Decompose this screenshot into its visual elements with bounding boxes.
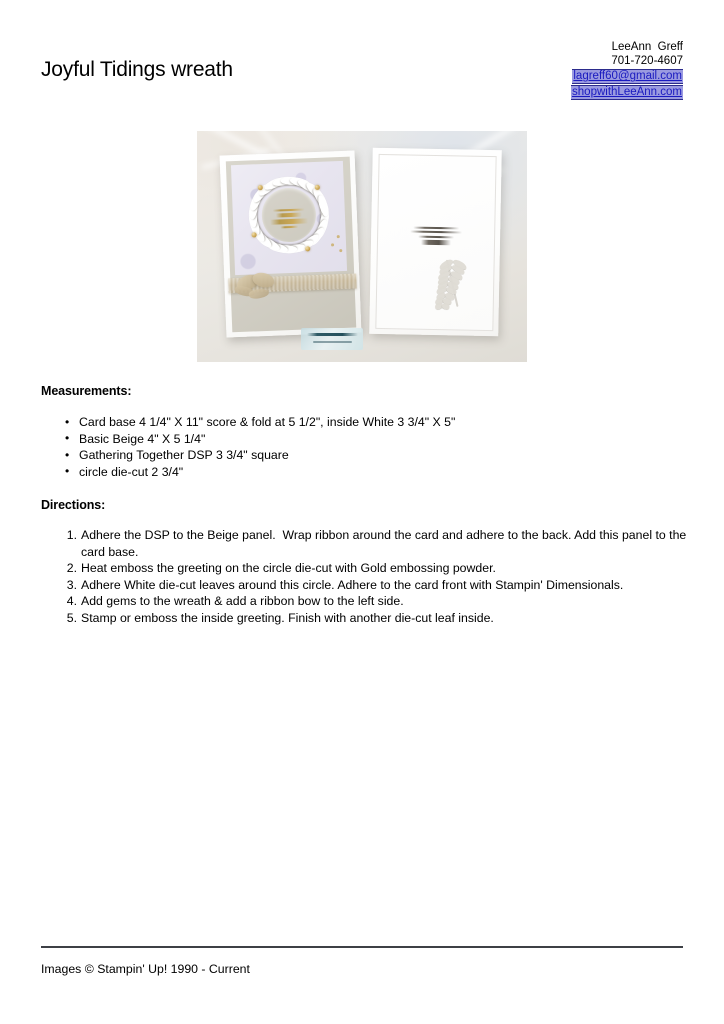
direction-item	[63, 610, 688, 627]
card-front	[220, 150, 362, 337]
directions-heading: Directions:	[41, 498, 106, 512]
contact-block	[483, 40, 683, 100]
direction-text: Heat emboss the greeting on the circle die-cut with Gold embossing powder.	[81, 561, 496, 576]
greeting-stroke	[280, 226, 298, 229]
footer-divider	[41, 946, 683, 948]
directions-list	[63, 527, 688, 627]
direction-item	[63, 577, 688, 594]
greeting-stroke	[421, 240, 451, 246]
greeting-stroke	[270, 218, 308, 224]
greeting-stroke	[410, 231, 462, 234]
wreath-leaf	[317, 194, 331, 217]
direction-text: Adhere the DSP to the Beige panel. Wrap ribbon around the card and adhere to the back. Add this panel to the card base.	[81, 528, 690, 559]
document-header	[0, 0, 724, 120]
direction-item	[63, 527, 688, 560]
sparkle	[339, 249, 342, 252]
direction-number: 4.	[66, 594, 77, 609]
front-greeting	[265, 206, 314, 231]
direction-text: Stamp or emboss the inside greeting. Finish with another die-cut leaf inside.	[81, 610, 494, 625]
greeting-stroke	[276, 213, 302, 218]
project-photo	[197, 131, 527, 362]
direction-item	[63, 593, 688, 610]
dsp-panel	[231, 161, 347, 275]
measurements-heading: Measurements:	[41, 384, 132, 398]
contact-name: LeeAnn Greff	[611, 41, 683, 53]
direction-number: 3.	[66, 577, 77, 592]
photo-canvas	[197, 131, 527, 362]
footer-credit: Images © Stampin' Up! 1990 - Current	[41, 962, 250, 976]
contact-phone: 701-720-4607	[611, 55, 683, 68]
direction-number: 5.	[66, 610, 77, 625]
direction-item	[63, 560, 688, 577]
inside-panel	[375, 154, 496, 331]
website-link-row	[483, 85, 683, 100]
beige-panel	[226, 157, 356, 333]
wreath-gem	[305, 247, 310, 252]
wreath-gem	[314, 185, 319, 190]
direction-number: 2.	[66, 561, 77, 576]
measurement-item: • circle die-cut 2 3/4"	[63, 464, 663, 481]
card-inside	[369, 148, 502, 336]
photo-watermark	[301, 328, 363, 350]
email-link-row	[483, 69, 683, 84]
inside-greeting	[405, 223, 467, 248]
measurement-item: • Card base 4 1/4" X 11" score & fold at 5 1/2", inside White 3 3/4" X 5"	[63, 414, 663, 431]
direction-text: Adhere White die-cut leaves around this circle. Adhere to the card front with Stampin' Dimensionals.	[81, 577, 624, 592]
bow-loop	[251, 271, 276, 290]
measurement-item: • Gathering Together DSP 3 3/4" square	[63, 447, 663, 464]
email-link[interactable]: lagreff60@gmail.com	[573, 70, 682, 83]
greeting-stroke	[273, 208, 305, 211]
sparkle	[331, 243, 334, 246]
measurements-list	[63, 414, 663, 480]
website-link[interactable]: shopwithLeeAnn.com	[572, 86, 682, 99]
embossed-leaf	[429, 255, 480, 314]
watermark-script	[307, 333, 358, 336]
sparkle	[337, 235, 340, 238]
direction-text: Add gems to the wreath & add a ribbon bow to the left side.	[81, 594, 404, 609]
direction-number: 1.	[66, 528, 77, 542]
page-title: Joyful Tidings wreath	[41, 58, 233, 82]
ribbon-bow	[238, 272, 283, 302]
measurement-item: • Basic Beige 4" X 5 1/4"	[63, 431, 663, 448]
watermark-subtext	[313, 341, 352, 343]
greeting-stroke	[413, 226, 459, 229]
greeting-stroke	[418, 235, 454, 238]
